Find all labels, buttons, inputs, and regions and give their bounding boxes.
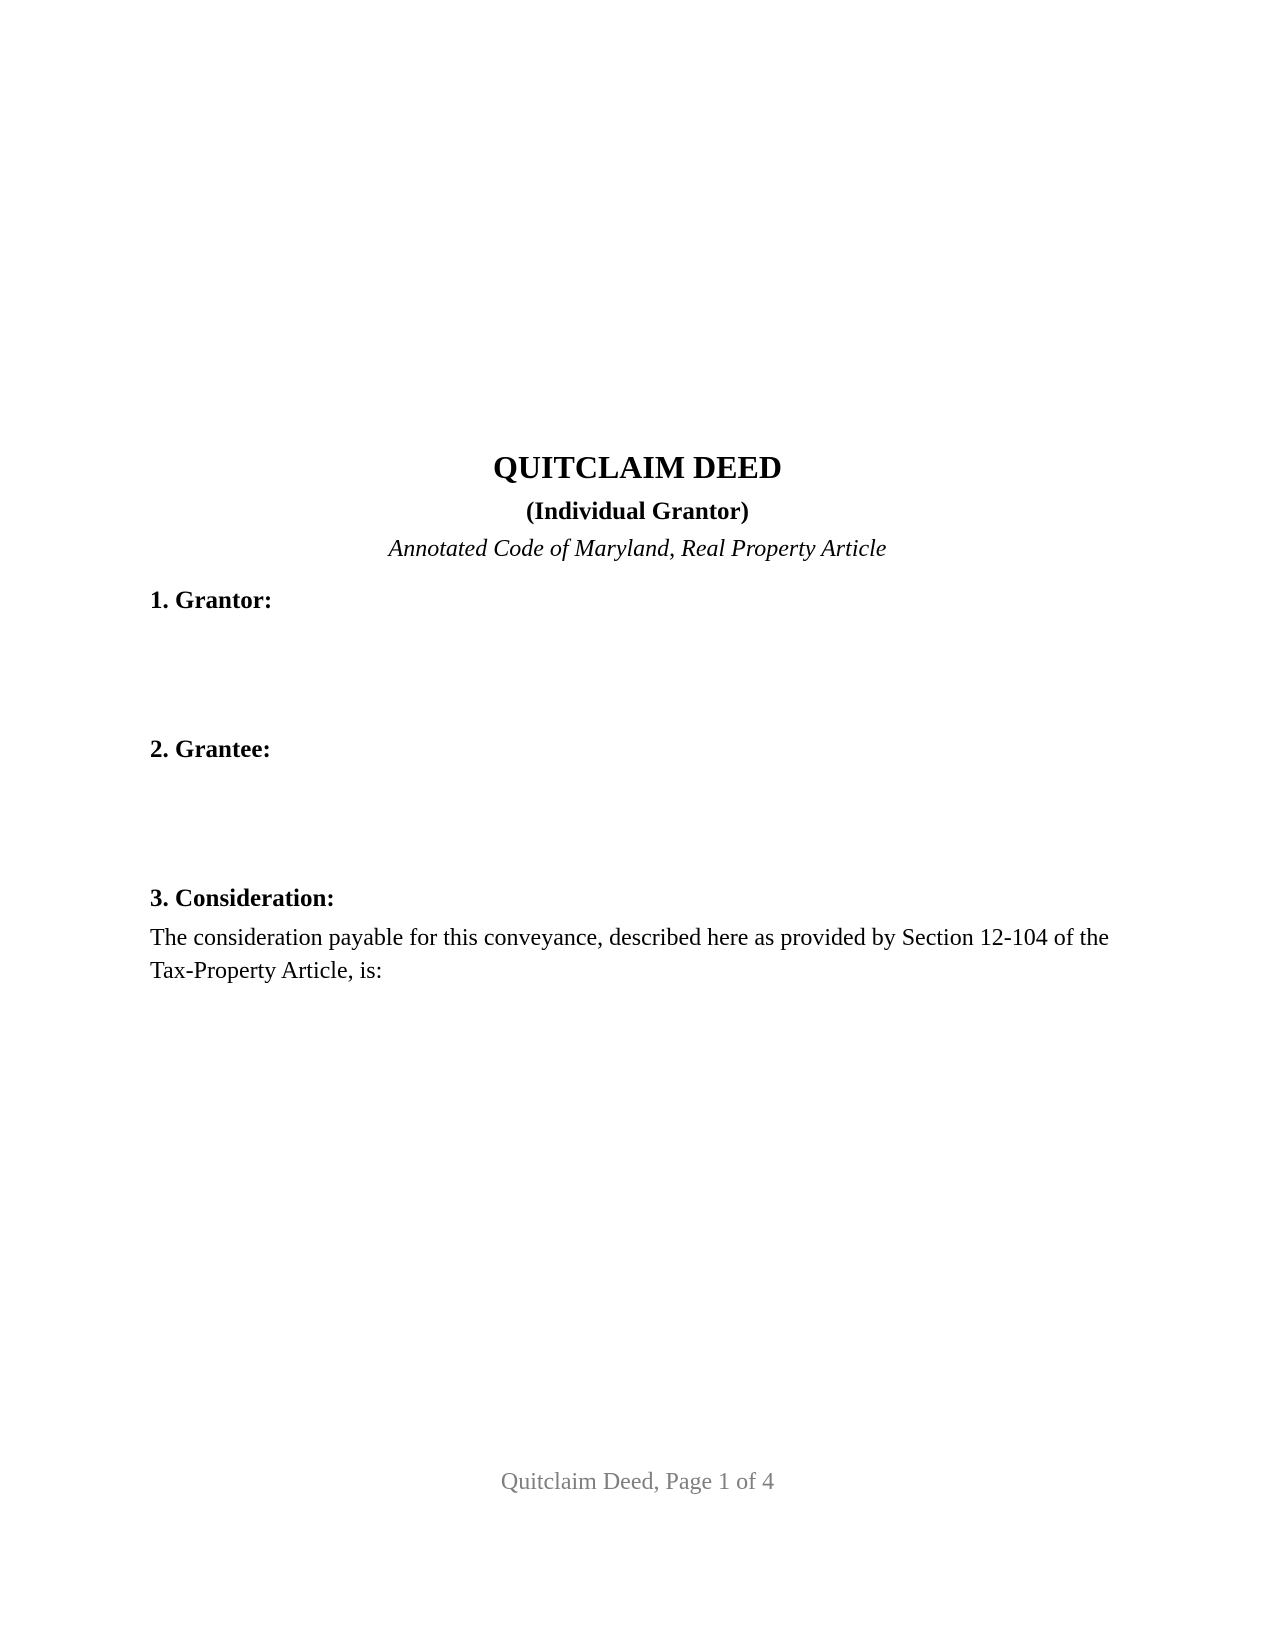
document-subtitle: (Individual Grantor) <box>526 498 749 525</box>
consideration-heading: 3. Consideration: <box>150 885 335 912</box>
page-footer: Quitclaim Deed, Page 1 of 4 <box>500 1469 775 1495</box>
document-title: QUITCLAIM DEED <box>493 449 782 485</box>
grantee-heading: 2. Grantee: <box>150 736 271 763</box>
consideration-text: The consideration payable for this conveyance, described here as provided by Section 12-104 of the Tax-Property Article, is: <box>150 925 1110 984</box>
statute-citation: Annotated Code of Maryland, Real Property Article <box>388 536 887 562</box>
grantor-heading: 1. Grantor: <box>150 587 273 614</box>
